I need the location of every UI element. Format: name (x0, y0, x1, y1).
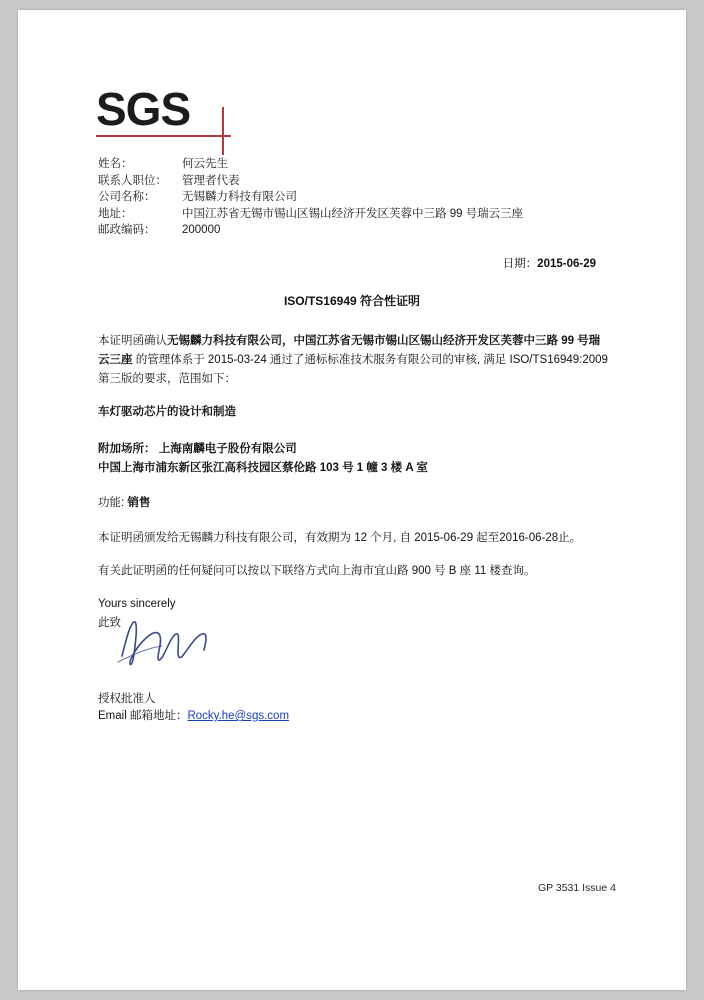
contact-row-company (98, 189, 523, 206)
sgs-logo (96, 85, 231, 133)
paragraph-confirmation-company: 无锡麟力科技有限公司，中国江苏省无锡市锡山区锡山经济开发区芙蓉中三路 99 号瑞云三座 (98, 335, 601, 366)
contact-row-name (98, 156, 523, 173)
function-label: 功能: (98, 497, 125, 509)
logo-wordmark: SGS (96, 83, 191, 135)
paragraph-confirmation (98, 332, 610, 389)
function-line (98, 494, 610, 513)
signoff-chinese: 此致 (98, 617, 121, 629)
approver-label: 授权批准人 (98, 693, 156, 705)
approver-email-line (98, 707, 289, 723)
email-link[interactable]: Rocky.he@sgs.com (187, 710, 290, 722)
contact-label-postcode: 邮政编码： (98, 224, 156, 236)
logo-underline (96, 135, 231, 137)
logo-tick-mark (222, 107, 224, 155)
date-line (503, 255, 596, 271)
date-label: 日期： (502, 258, 538, 270)
contact-row-position (98, 173, 523, 190)
enquiry-paragraph: 有关此证明函的任何疑问可以按以下联络方式向上海市宜山路 900 号 B 座 11 楼查询。 (98, 565, 536, 577)
footer-reference: GP 3531 Issue 4 (537, 882, 616, 894)
contact-value-position: 管理者代表 (182, 174, 240, 187)
signoff-english: Yours sincerely (98, 598, 176, 610)
contact-value-address: 中国江苏省无锡市锡山区锡山经济开发区芙蓉中三路 99 号瑞云三座 (182, 207, 524, 220)
paragraph-confirmation-lead: 本证明函确认 (98, 335, 167, 347)
contact-row-address (98, 206, 523, 223)
handwritten-signature (114, 610, 234, 680)
annex-site-label: 附加场所： 上海南麟电子股份有限公司 (98, 443, 297, 455)
contact-block (98, 156, 523, 239)
contact-label-company: 公司名称： (98, 191, 156, 203)
document-page (18, 10, 686, 990)
contact-row-postcode (98, 222, 523, 239)
scope-statement: 车灯驱动芯片的设计和制造 (98, 406, 236, 418)
contact-label-address: 地址： (98, 207, 133, 220)
function-value: 销售 (127, 497, 151, 509)
email-label: Email 邮箱地址： (98, 710, 188, 722)
signature-icon (114, 610, 234, 680)
validity-paragraph: 本证明函颁发给无锡麟力科技有限公司，有效期为 12 个月, 自 2015-06-29 起至2016-06-28止。 (98, 532, 582, 544)
contact-label-name: 姓名： (98, 158, 133, 170)
contact-value-name: 何云先生 (182, 158, 228, 170)
contact-value-postcode: 200000 (182, 224, 221, 236)
annex-site-address: 中国上海市浦东新区张江高科技园区蔡伦路 103 号 1 幢 3 楼 A 室 (98, 462, 428, 474)
page-title: ISO/TS16949 符合性证明 (283, 294, 421, 308)
contact-value-company: 无锡麟力科技有限公司 (182, 191, 297, 203)
paragraph-confirmation-tail: 的管理体系于 2015-03-24 通过了通标标准技术服务有限公司的审核, 满足 ISO/TS16949:2009 第三版的要求，范围如下： (98, 354, 608, 385)
date-value: 2015-06-29 (537, 258, 596, 270)
contact-label-position: 联系人职位： (98, 174, 167, 187)
document-body (98, 332, 610, 633)
